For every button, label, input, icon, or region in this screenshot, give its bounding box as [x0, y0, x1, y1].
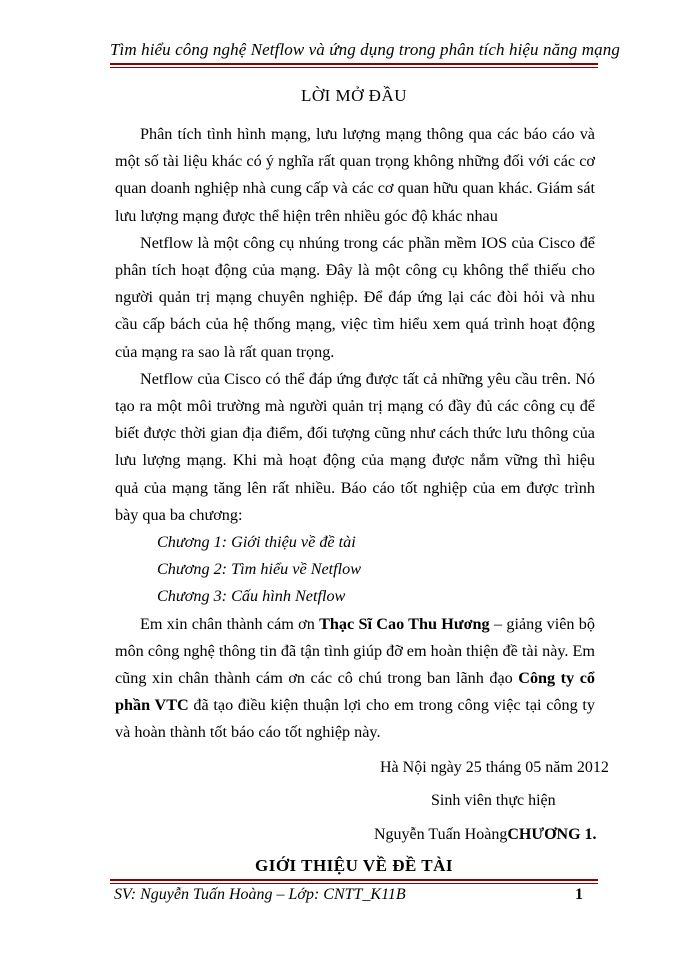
footer-rule-thin — [110, 883, 598, 884]
header-title: Tìm hiểu công nghệ Netflow và ứng dụng trong phân tích hiệu năng mạng — [110, 40, 620, 59]
signature-name-line — [374, 826, 597, 844]
page-title: LỜI MỞ ĐẦU — [300, 86, 408, 105]
chapter-label: CHƯƠNG 1. — [507, 826, 597, 843]
advisor-name: Thạc Sĩ Cao Thu Hương — [319, 614, 490, 633]
thanks-paragraph — [115, 611, 595, 747]
page-number: 1 — [575, 886, 583, 903]
thanks-text-3: đã tạo điều kiện thuận lợi cho em trong công việc tại công ty và hoàn thành tốt báo cáo tốt nghiệp này. — [115, 696, 595, 742]
signature-role: Sinh viên thực hiện — [431, 792, 556, 809]
signature-date: Hà Nội ngày 25 tháng 05 năm 2012 — [380, 759, 609, 776]
chapter-list — [115, 529, 595, 611]
paragraph-2: Netflow là một công cụ nhúng trong các phần mềm IOS của Cisco để phân tích hoạt động của mạng. Đây là một công cụ không thể thiếu cho người quản trị mạng chuyên nghiệp. Để đáp ứng lại các đòi hỏi và nhu cầu cấp bách của hệ thống mạng, việc tìm hiểu xem quá trình hoạt động của mạng ra sao là rất quan trọng. — [115, 233, 595, 361]
footer-rule — [110, 879, 598, 881]
header-rule-thin — [110, 67, 598, 68]
thanks-text-2: – giảng viên bộ môn công nghệ thông tin đã tận tình giúp đỡ em hoàn thiện đề tài này. Em cũng xin chân thành cám ơn các cô chú trong ban lãnh đạo — [115, 614, 596, 688]
footer-author: SV: Nguyễn Tuấn Hoàng – Lớp: CNTT_K11B — [114, 886, 406, 903]
chapter-item: Chương 1: Giới thiệu về đề tài — [157, 533, 356, 552]
paragraph-3: Netflow của Cisco có thể đáp ứng được tất cả những yêu cầu trên. Nó tạo ra một môi trường mà người quản trị mạng có đầy đủ các công cụ để biết được thời gian địa điểm, đối tượng cũng như cách thức lưu thông của lưu lượng mạng. Khi mà hoạt động của mạng được nắm vững thì hiệu quả của mạng tăng lên rất nhiều. Báo cáo tốt nghiệp của em được trình bày qua ba chương: — [115, 369, 595, 524]
document-body — [115, 121, 595, 747]
company-name: Công ty cổ phần VTC — [115, 669, 595, 715]
header-rule — [110, 63, 598, 65]
paragraph-1: Phân tích tình hình mạng, lưu lượng mạng thông qua các báo cáo và một số tài liệu khác có ý nghĩa rất quan trọng không những đối với các cơ quan doanh nghiệp nhà cung cấp và các cơ quan hữu quan khác. Giám sát lưu lượng mạng được thể hiện trên nhiều góc độ khác nhau — [115, 125, 595, 225]
thanks-text-1: Em xin chân thành cám ơn — [140, 614, 320, 633]
chapter-item: Chương 3: Cấu hình Netflow — [157, 587, 346, 606]
chapter-item: Chương 2: Tìm hiểu về Netflow — [157, 560, 362, 579]
signature-name: Nguyễn Tuấn Hoàng — [374, 826, 508, 843]
chapter-heading: GIỚI THIỆU VỀ ĐỀ TÀI — [254, 856, 453, 875]
